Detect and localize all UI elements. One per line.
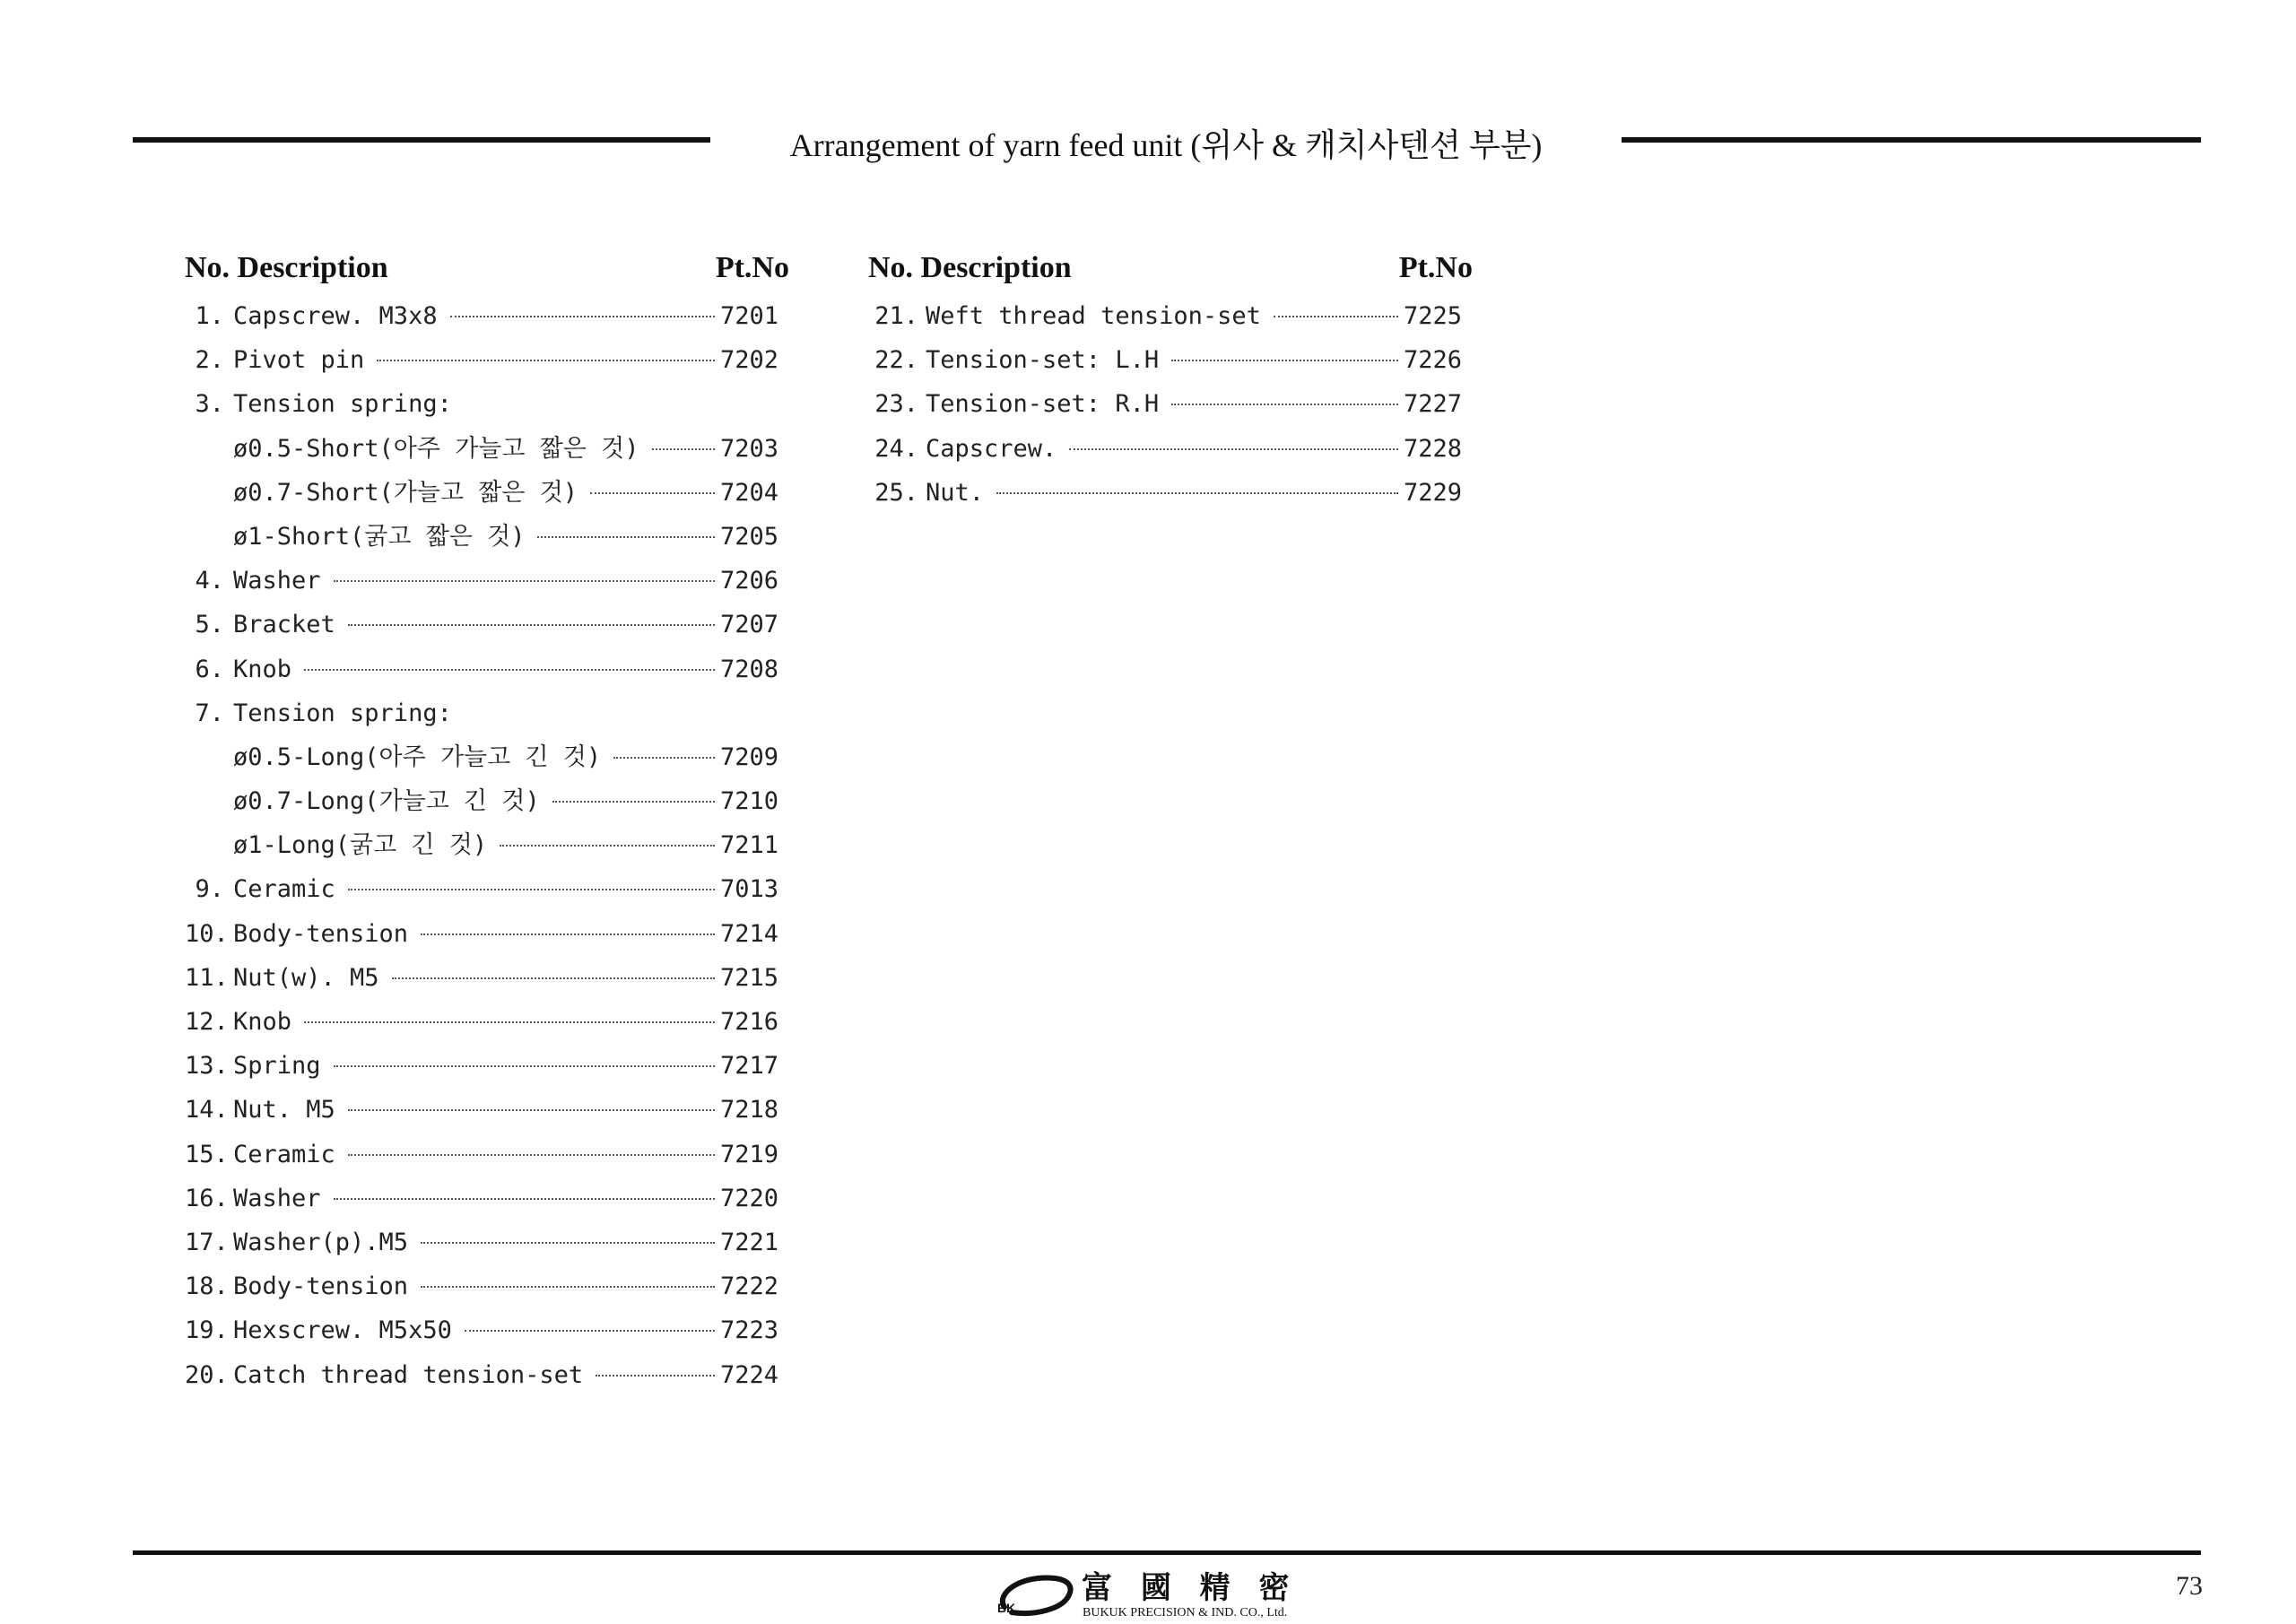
page-title: Arrangement of yarn feed unit (위사 & 캐치사텐션 부분) bbox=[789, 127, 1543, 163]
item-description: ø1-Short(굵고 짧은 것) bbox=[233, 522, 526, 551]
logo-mark-text: BK bbox=[997, 1601, 1016, 1615]
parts-row bbox=[185, 823, 789, 867]
leader-dots bbox=[334, 1065, 715, 1067]
parts-row bbox=[185, 603, 789, 647]
leader-dots bbox=[377, 360, 715, 361]
part-number: 7211 bbox=[719, 831, 778, 860]
part-number: 7229 bbox=[1403, 478, 1462, 507]
header-rule-left bbox=[133, 137, 710, 143]
item-number: 24. bbox=[874, 434, 918, 463]
leader-dots bbox=[996, 492, 1398, 494]
parts-row bbox=[868, 338, 1473, 382]
item-number: 13. bbox=[185, 1052, 229, 1081]
leader-dots bbox=[613, 757, 715, 759]
item-number: 5. bbox=[195, 611, 224, 639]
leader-dots bbox=[500, 845, 715, 847]
leader-dots bbox=[1069, 448, 1398, 450]
part-number: 7215 bbox=[719, 963, 778, 992]
item-description: Pivot pin bbox=[233, 346, 365, 375]
parts-list bbox=[868, 294, 1473, 515]
parts-row bbox=[868, 294, 1473, 338]
leader-dots bbox=[465, 1330, 715, 1332]
item-description: Washer bbox=[233, 567, 321, 595]
parts-row bbox=[185, 1308, 789, 1352]
parts-row bbox=[185, 382, 789, 426]
leader-dots bbox=[304, 669, 715, 671]
item-description: ø0.5-Short(아주 가늘고 짧은 것) bbox=[233, 434, 639, 463]
company-name-text: BUKUK PRECISION & IND. CO., Ltd. bbox=[1083, 1606, 1288, 1620]
parts-row bbox=[185, 1177, 789, 1220]
item-description: Ceramic bbox=[233, 1140, 335, 1168]
leader-dots bbox=[1274, 316, 1398, 317]
parts-column-left bbox=[185, 244, 789, 1397]
parts-list bbox=[185, 294, 789, 1397]
item-number: 11. bbox=[185, 963, 229, 992]
parts-row bbox=[185, 515, 789, 559]
item-number: 4. bbox=[195, 567, 224, 595]
item-description: Nut. bbox=[926, 478, 985, 507]
item-description: Capscrew. bbox=[926, 434, 1057, 463]
item-number: 9. bbox=[195, 875, 224, 904]
part-number: 7225 bbox=[1403, 302, 1462, 330]
item-description: Washer(p).M5 bbox=[233, 1228, 409, 1256]
part-number: 7207 bbox=[719, 611, 778, 639]
item-number: 3. bbox=[195, 390, 224, 419]
item-description: Capscrew. M3x8 bbox=[233, 302, 438, 330]
leader-dots bbox=[392, 977, 715, 979]
item-description: ø0.7-Long(가늘고 긴 것) bbox=[233, 787, 540, 816]
leader-dots bbox=[537, 536, 715, 538]
parts-row bbox=[185, 1264, 789, 1308]
item-number: 15. bbox=[185, 1140, 229, 1168]
leader-dots bbox=[590, 492, 715, 494]
part-number: 7206 bbox=[719, 567, 778, 595]
item-description: Ceramic bbox=[233, 875, 335, 904]
item-description: Hexscrew. M5x50 bbox=[233, 1316, 452, 1345]
leader-dots bbox=[421, 1242, 715, 1244]
item-number: 17. bbox=[185, 1228, 229, 1256]
logo-hanja-text: 富 國 精 密 bbox=[1082, 1570, 1299, 1606]
parts-row bbox=[185, 559, 789, 603]
leader-dots bbox=[596, 1375, 715, 1376]
parts-row bbox=[185, 912, 789, 956]
leader-dots bbox=[652, 448, 715, 450]
parts-row bbox=[185, 867, 789, 911]
item-description: Tension-set: L.H bbox=[926, 346, 1160, 375]
item-description: Tension spring: bbox=[233, 390, 452, 419]
column-header-part-number: Pt.No bbox=[1398, 251, 1473, 284]
parts-column-right bbox=[868, 244, 1473, 515]
item-description: Washer bbox=[233, 1184, 321, 1212]
item-description: Spring bbox=[233, 1052, 321, 1081]
parts-row bbox=[185, 1220, 789, 1264]
header-rule-right bbox=[1622, 137, 2201, 143]
parts-row bbox=[185, 427, 789, 471]
leader-dots bbox=[450, 316, 715, 317]
parts-row bbox=[185, 1353, 789, 1397]
item-number: 10. bbox=[185, 919, 229, 948]
item-number: 21. bbox=[874, 302, 918, 330]
item-number: 12. bbox=[185, 1008, 229, 1036]
item-number: 16. bbox=[185, 1184, 229, 1212]
part-number: 7221 bbox=[719, 1228, 778, 1256]
parts-row bbox=[185, 1088, 789, 1132]
item-number: 25. bbox=[874, 478, 918, 507]
column-header bbox=[185, 244, 789, 294]
parts-row bbox=[185, 471, 789, 515]
leader-dots bbox=[348, 624, 715, 626]
item-description: Nut(w). M5 bbox=[233, 963, 379, 992]
item-number: 20. bbox=[185, 1360, 229, 1389]
item-description: Knob bbox=[233, 1008, 292, 1036]
leader-dots bbox=[348, 1154, 715, 1156]
parts-row bbox=[185, 1044, 789, 1088]
part-number: 7216 bbox=[719, 1008, 778, 1036]
part-number: 7217 bbox=[719, 1052, 778, 1081]
leader-dots bbox=[334, 580, 715, 582]
item-description: Tension-set: R.H bbox=[926, 390, 1160, 419]
leader-dots bbox=[334, 1198, 715, 1200]
part-number: 7201 bbox=[719, 302, 778, 330]
leader-dots bbox=[348, 889, 715, 890]
column-header-description: No. Description bbox=[868, 251, 1072, 284]
item-description: Catch thread tension-set bbox=[233, 1360, 584, 1389]
leader-dots bbox=[421, 934, 715, 935]
leader-dots bbox=[421, 1286, 715, 1288]
page-number: 73 bbox=[2176, 1571, 2203, 1601]
item-number: 1. bbox=[195, 302, 224, 330]
item-number: 23. bbox=[874, 390, 918, 419]
part-number: 7210 bbox=[719, 787, 778, 816]
parts-row bbox=[185, 691, 789, 735]
item-description: Weft thread tension-set bbox=[926, 302, 1261, 330]
item-description: ø1-Long(굵고 긴 것) bbox=[233, 831, 488, 860]
parts-row bbox=[185, 956, 789, 1000]
part-number: 7228 bbox=[1403, 434, 1462, 463]
parts-row bbox=[868, 382, 1473, 426]
company-logo bbox=[992, 1568, 1351, 1620]
part-number: 7205 bbox=[719, 522, 778, 551]
parts-row bbox=[185, 735, 789, 779]
part-number: 7218 bbox=[719, 1096, 778, 1125]
parts-row bbox=[868, 427, 1473, 471]
bk-swoosh-icon bbox=[992, 1568, 1351, 1620]
parts-row bbox=[185, 1133, 789, 1177]
leader-dots bbox=[348, 1109, 715, 1111]
part-number: 7227 bbox=[1403, 390, 1462, 419]
column-header bbox=[868, 244, 1473, 294]
leader-dots bbox=[304, 1021, 715, 1023]
item-description: Knob bbox=[233, 655, 292, 683]
column-header-description: No. Description bbox=[185, 251, 388, 284]
part-number: 7222 bbox=[719, 1272, 778, 1301]
item-description: Nut. M5 bbox=[233, 1096, 335, 1125]
parts-row bbox=[185, 294, 789, 338]
column-header-part-number: Pt.No bbox=[715, 251, 789, 284]
part-number: 7209 bbox=[719, 743, 778, 771]
part-number: 7202 bbox=[719, 346, 778, 375]
part-number: 7208 bbox=[719, 655, 778, 683]
part-number: 7224 bbox=[719, 1360, 778, 1389]
item-number: 18. bbox=[185, 1272, 229, 1301]
part-number: 7226 bbox=[1403, 346, 1462, 375]
part-number: 7204 bbox=[719, 478, 778, 507]
part-number: 7223 bbox=[719, 1316, 778, 1345]
item-description: ø0.7-Short(가늘고 짧은 것) bbox=[233, 478, 578, 507]
item-description: Bracket bbox=[233, 611, 335, 639]
parts-row bbox=[868, 471, 1473, 515]
item-number: 14. bbox=[185, 1096, 229, 1125]
item-number: 6. bbox=[195, 655, 224, 683]
parts-row bbox=[185, 647, 789, 691]
part-number: 7220 bbox=[719, 1184, 778, 1212]
item-description: Body-tension bbox=[233, 1272, 409, 1301]
leader-dots bbox=[552, 801, 715, 803]
parts-row bbox=[185, 779, 789, 823]
item-number: 7. bbox=[195, 699, 224, 727]
part-number: 7219 bbox=[719, 1140, 778, 1168]
item-number: 22. bbox=[874, 346, 918, 375]
parts-row bbox=[185, 1000, 789, 1044]
item-description: Tension spring: bbox=[233, 699, 452, 727]
part-number: 7203 bbox=[719, 434, 778, 463]
item-description: Body-tension bbox=[233, 919, 409, 948]
item-number: 19. bbox=[185, 1316, 229, 1345]
part-number: 7214 bbox=[719, 919, 778, 948]
parts-row bbox=[185, 338, 789, 382]
part-number: 7013 bbox=[719, 875, 778, 904]
leader-dots bbox=[1171, 404, 1398, 405]
item-number: 2. bbox=[195, 346, 224, 375]
leader-dots bbox=[1171, 360, 1398, 361]
item-description: ø0.5-Long(아주 가늘고 긴 것) bbox=[233, 743, 602, 771]
footer-rule bbox=[133, 1550, 2201, 1555]
